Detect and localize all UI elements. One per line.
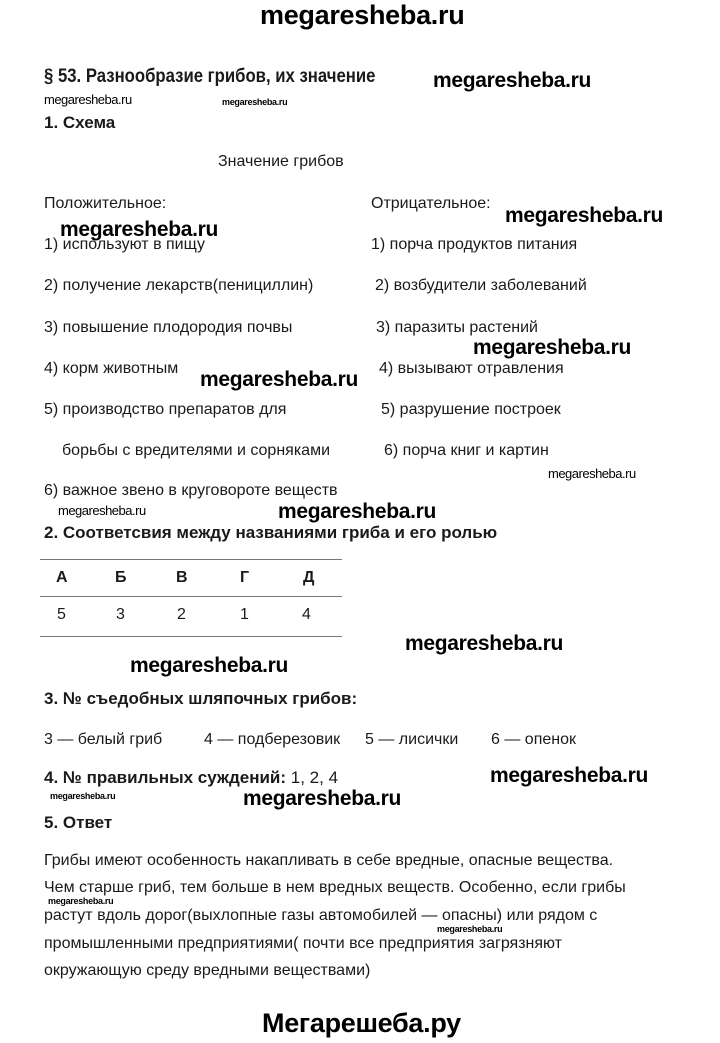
- watermark: megaresheba.ru: [490, 764, 649, 787]
- positive-label: Положительное:: [44, 195, 167, 212]
- watermark: megaresheba.ru: [437, 924, 503, 934]
- table-rule: [40, 596, 342, 597]
- answer-line: окружающую среду вредными веществами): [44, 962, 371, 979]
- negative-item: 2) возбудители заболеваний: [375, 277, 587, 294]
- mushroom-item: 5 — лисички: [365, 731, 459, 748]
- table-rule: [40, 559, 342, 560]
- mushroom-item: 4 — подберезовик: [204, 731, 341, 748]
- watermark: megaresheba.ru: [48, 896, 114, 906]
- positive-item: 6) важное звено в круговороте веществ: [44, 482, 338, 499]
- answer-line: промышленными предприятиями( почти все предприятия загрязняют: [44, 935, 563, 952]
- watermark: megaresheba.ru: [433, 69, 592, 92]
- table-header: Б: [115, 569, 127, 586]
- section-4: [44, 769, 338, 786]
- watermark: megaresheba.ru: [58, 503, 146, 518]
- mushroom-item: 6 — опенок: [491, 731, 576, 748]
- positive-item: 4) корм животным: [44, 360, 179, 377]
- positive-item: 1) используют в пищу: [44, 236, 205, 253]
- watermark: megaresheba.ru: [44, 92, 132, 107]
- watermark: megaresheba.ru: [50, 791, 116, 801]
- section-1-heading: 1. Схема: [44, 113, 116, 132]
- section-4-heading: 4. № правильных суждений:: [44, 768, 287, 787]
- footer-watermark: Мегарешеба.ру: [262, 1008, 461, 1038]
- section-4-answer: 1, 2, 4: [290, 768, 339, 787]
- section-5-heading: 5. Ответ: [44, 813, 113, 832]
- negative-item: 1) порча продуктов питания: [371, 236, 578, 253]
- negative-item: 4) вызывают отравления: [379, 360, 564, 377]
- page-title: § 53. Разнообразие грибов, их значение: [44, 66, 376, 87]
- watermark: megaresheba.ru: [548, 466, 636, 481]
- watermark: megaresheba.ru: [278, 500, 437, 523]
- table-cell: 4: [302, 606, 311, 623]
- negative-label: Отрицательное:: [371, 195, 491, 212]
- watermark: megaresheba.ru: [130, 654, 289, 677]
- watermark: megaresheba.ru: [222, 97, 288, 107]
- positive-item: борьбы с вредителями и сорняками: [62, 442, 331, 459]
- table-rule: [40, 636, 342, 637]
- positive-item: 3) повышение плодородия почвы: [44, 319, 293, 336]
- watermark: megaresheba.ru: [200, 368, 359, 391]
- section-2-heading: 2. Соответсвия между названиями гриба и его ролью: [44, 523, 498, 542]
- positive-item: 2) получение лекарств(пенициллин): [44, 277, 314, 294]
- section-3-heading: 3. № съедобных шляпочных грибов:: [44, 689, 358, 708]
- table-cell: 5: [57, 606, 66, 623]
- watermark: megaresheba.ru: [243, 787, 402, 810]
- negative-item: 3) паразиты растений: [376, 319, 538, 336]
- answer-line: Чем старше гриб, тем больше в нем вредных веществ. Особенно, если грибы: [44, 879, 626, 896]
- table-cell: 1: [240, 606, 249, 623]
- table-cell: 3: [116, 606, 125, 623]
- watermark: megaresheba.ru: [405, 632, 564, 655]
- table-cell: 2: [177, 606, 186, 623]
- table-header: В: [176, 569, 188, 586]
- negative-item: 5) разрушение построек: [381, 401, 561, 418]
- watermark: megaresheba.ru: [505, 204, 664, 227]
- answer-line: растут вдоль дорог(выхлопные газы автомобилей — опасны) или рядом с: [44, 907, 598, 924]
- table-header: Д: [303, 569, 315, 586]
- watermark: megaresheba.ru: [60, 218, 219, 241]
- scheme-center: Значение грибов: [218, 153, 344, 170]
- table-header: Г: [240, 569, 250, 586]
- table-header: А: [56, 569, 68, 586]
- positive-item: 5) производство препаратов для: [44, 401, 287, 418]
- answer-line: Грибы имеют особенность накапливать в себе вредные, опасные вещества.: [44, 852, 614, 869]
- negative-item: 6) порча книг и картин: [384, 442, 549, 459]
- watermark: megaresheba.ru: [473, 336, 632, 359]
- mushroom-item: 3 — белый гриб: [44, 731, 163, 748]
- header-watermark: megaresheba.ru: [260, 0, 465, 30]
